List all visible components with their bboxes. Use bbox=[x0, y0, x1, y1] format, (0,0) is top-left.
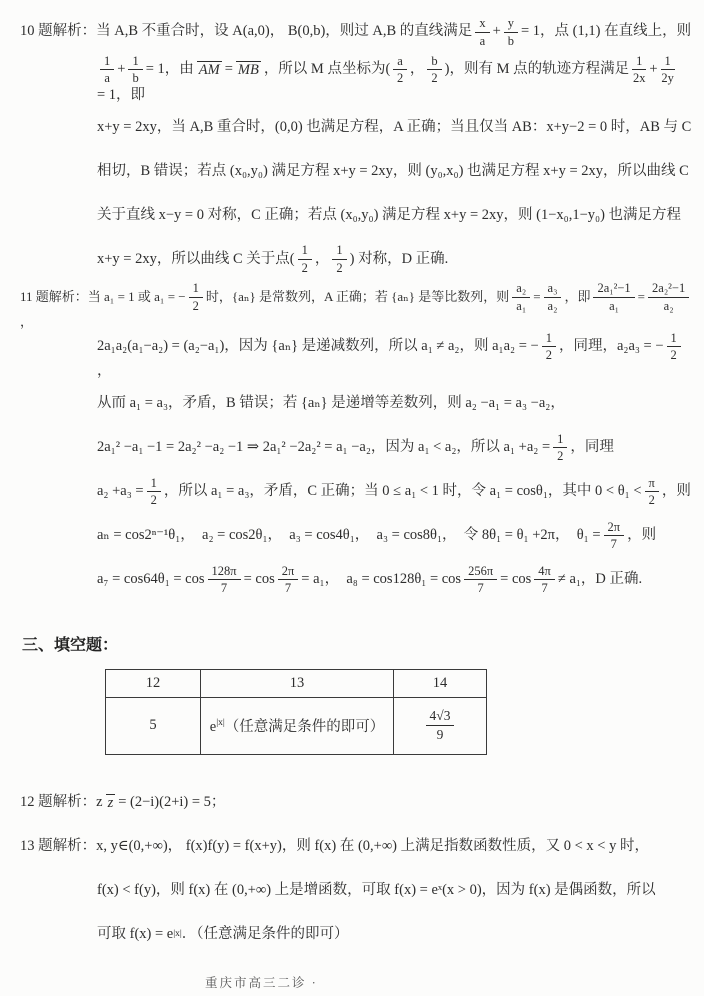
math-text: = cos bbox=[243, 571, 275, 588]
fraction-denominator: a bbox=[104, 71, 110, 86]
solution-11-line bbox=[97, 426, 696, 470]
fraction bbox=[504, 16, 518, 48]
answer-table-header-12: 12 bbox=[106, 669, 201, 697]
fraction-denominator: 2 bbox=[336, 260, 343, 275]
fraction-denominator: 2 bbox=[557, 449, 564, 464]
fraction-denominator: 2y bbox=[661, 71, 674, 86]
fraction-denominator: 7 bbox=[541, 581, 548, 596]
math-text: 可取 f(x) = e bbox=[97, 926, 174, 943]
fraction-denominator: 2 bbox=[192, 298, 199, 313]
math-text: 关于直线 x−y = 0 对称，C 正确；若点 (x₀,y₀) 满足方程 x+y = 2xy，则 (1−x₀,1−y₀) 也满足方程 bbox=[97, 206, 682, 223]
fraction-denominator: 7 bbox=[220, 581, 228, 596]
math-text: 12 题解析：z bbox=[20, 794, 103, 811]
fraction bbox=[208, 564, 241, 596]
math-text: ，所以 M 点坐标为( bbox=[263, 61, 391, 78]
fraction-denominator: 2 bbox=[301, 260, 308, 275]
fraction bbox=[298, 243, 312, 275]
fraction bbox=[128, 54, 142, 86]
solutions-top bbox=[20, 10, 696, 602]
section-fill-in-blanks-title: 三、填空题： bbox=[22, 636, 119, 654]
fraction-numerator: 256π bbox=[464, 564, 497, 580]
fraction-denominator: 2 bbox=[670, 347, 677, 362]
math-text: ，所以 a₁ = a₃，矛盾，C 正确；当 0 ≤ a₁ < 1 时，令 a₁ = cosθ₁，其中 0 < θ₁ < bbox=[163, 483, 642, 500]
solution-11-line bbox=[97, 514, 696, 558]
answer-q13-superscript: |x| bbox=[216, 718, 225, 729]
solution-10-line bbox=[20, 10, 696, 54]
fraction-numerator: 1 bbox=[332, 243, 346, 259]
fraction-numerator: 2a₁²−1 bbox=[593, 281, 634, 297]
math-text: ， bbox=[97, 363, 112, 380]
math-text: x+y = 2xy，所以曲线 C 关于点( bbox=[97, 250, 295, 267]
math-text: a₂ +a₃ = bbox=[97, 483, 144, 500]
fraction-denominator: 2 bbox=[431, 71, 438, 86]
math-text: ， bbox=[409, 61, 425, 78]
fraction bbox=[648, 281, 689, 313]
fraction-denominator: 2 bbox=[648, 493, 655, 508]
fraction-numerator: 1 bbox=[128, 54, 142, 70]
math-text: a₇ = cos64θ₁ = cos bbox=[97, 571, 205, 588]
fraction-numerator: π bbox=[645, 476, 659, 492]
math-text: ，即 bbox=[564, 289, 591, 305]
fraction-numerator: 2π bbox=[278, 564, 299, 580]
answer-table bbox=[105, 669, 487, 755]
math-text: 2a₁a₂(a₁−a₂) = (a₂−a₁)，因为 {aₙ} 是递减数列，所以 a₁ ≠ a₂，则 a₁a₂ = − bbox=[97, 337, 539, 354]
fraction-denominator: 2 bbox=[396, 71, 404, 86]
fraction bbox=[100, 54, 114, 86]
fraction-denominator: a₁ bbox=[516, 298, 527, 313]
answer-table-wrap bbox=[105, 669, 696, 755]
answer-q14-fraction bbox=[426, 708, 455, 743]
solution-10-line bbox=[97, 105, 696, 149]
fraction-numerator: 4π bbox=[534, 564, 555, 580]
fraction-denominator: 7 bbox=[284, 581, 292, 596]
math-text: ， bbox=[314, 250, 330, 267]
fraction bbox=[544, 281, 562, 313]
fraction-denominator: a bbox=[479, 33, 486, 48]
fraction bbox=[332, 243, 346, 275]
solution-11-line bbox=[97, 470, 696, 514]
math-text: ，则 bbox=[627, 527, 657, 544]
fraction bbox=[645, 476, 659, 508]
fraction bbox=[553, 432, 567, 464]
fraction-denominator: 2x bbox=[632, 71, 646, 86]
math-text: = a₁， a₈ = cos128θ₁ = cos bbox=[301, 571, 462, 588]
answer-q13-base: e bbox=[209, 719, 217, 736]
fraction bbox=[593, 281, 634, 313]
math-text: 从而 a₁ = a₃，矛盾，B 错误；若 {aₙ} 是递增等差数列，则 a₂ −a₁ = a₃ −a₂， bbox=[97, 395, 565, 412]
fraction-denominator: a₂ bbox=[663, 298, 674, 313]
fraction-numerator: 1 bbox=[189, 281, 203, 297]
math-text: + bbox=[649, 61, 658, 78]
math-text: = 1，即 bbox=[97, 86, 146, 103]
math-text: = bbox=[224, 61, 233, 78]
overline-math: z bbox=[107, 794, 114, 811]
fraction-numerator: 1 bbox=[100, 54, 114, 70]
math-text: 2a₁² −a₁ −1 = 2a₂² −a₂ −1 ⇒ 2a₁² −2a₂² = a₁ −a₂，因为 a₁ < a₂，所以 a₁ +a₂ = bbox=[97, 439, 551, 456]
answer-q12: 5 bbox=[106, 697, 201, 754]
solution-12-line bbox=[20, 781, 696, 825]
answer-table-header-13: 13 bbox=[201, 669, 394, 697]
fraction-numerator: a bbox=[393, 54, 407, 70]
fraction-numerator: a₃ bbox=[544, 281, 562, 297]
math-text: 时，{aₙ} 是常数列，A 正确；若 {aₙ} 是等比数列，则 bbox=[205, 289, 510, 305]
fraction-numerator: 2a₂²−1 bbox=[648, 281, 689, 297]
fraction-denominator: 2 bbox=[545, 347, 552, 362]
fraction bbox=[667, 331, 681, 363]
fraction bbox=[278, 564, 299, 596]
answer-q13-note: （任意满足条件的即可） bbox=[224, 719, 385, 736]
math-text: = (2−i)(2+i) = 5； bbox=[118, 794, 226, 811]
fraction-numerator: 128π bbox=[208, 564, 241, 580]
answer-q14-numerator: 4√3 bbox=[426, 708, 455, 726]
fraction-numerator: x bbox=[475, 16, 489, 32]
math-text: )，则有 M 点的轨迹方程满足 bbox=[444, 61, 630, 78]
solution-13-line bbox=[20, 825, 696, 869]
solution-11-line bbox=[97, 382, 696, 426]
overline-math: AM bbox=[198, 61, 220, 78]
overline-math: MB bbox=[237, 61, 259, 78]
solution-10-line bbox=[97, 237, 696, 281]
math-text: = bbox=[637, 289, 646, 305]
math-text: aₙ = cos2ⁿ⁻¹θ₁， a₂ = cos2θ₁， a₃ = cos4θ₁， a₃ = cos8θ₁， 令 8θ₁ = θ₁ +2π， θ₁ = bbox=[97, 527, 601, 544]
math-text: 相切，B 错误；若点 (x₀,y₀) 满足方程 x+y = 2xy，则 (y₀,x₀) 也满足方程 x+y = 2xy，所以曲线 C bbox=[97, 162, 689, 179]
fraction bbox=[393, 54, 407, 86]
solution-13-line bbox=[97, 869, 696, 913]
math-text: + bbox=[492, 23, 501, 40]
solution-11-line bbox=[97, 558, 696, 602]
math-text: ，同理，a₂a₃ = − bbox=[558, 337, 664, 354]
math-text: ，同理 bbox=[570, 439, 614, 456]
solution-13-line bbox=[97, 913, 696, 957]
solution-11-line bbox=[97, 331, 696, 382]
page-footer: 重庆市高三二诊 · bbox=[205, 975, 318, 990]
answer-table-value-row bbox=[106, 697, 487, 754]
fraction bbox=[604, 520, 625, 552]
solution-10-line bbox=[97, 149, 696, 193]
superscript: |x| bbox=[173, 929, 182, 940]
fraction-numerator: 1 bbox=[632, 54, 646, 70]
fraction bbox=[661, 54, 675, 86]
solutions-bottom bbox=[20, 781, 696, 957]
solution-10-line bbox=[97, 54, 696, 105]
answer-table-header-14: 14 bbox=[394, 669, 487, 697]
fraction-numerator: 1 bbox=[667, 331, 681, 347]
fraction-numerator: a₂ bbox=[512, 281, 530, 297]
fraction-numerator: 1 bbox=[298, 243, 312, 259]
solution-10-line bbox=[97, 193, 696, 237]
fraction bbox=[542, 331, 556, 363]
math-text: ， bbox=[20, 314, 34, 330]
math-text: ，则 bbox=[661, 483, 691, 500]
math-text: = bbox=[533, 289, 541, 305]
fraction-numerator: b bbox=[427, 54, 441, 70]
answer-q14 bbox=[394, 697, 487, 754]
fraction-numerator: 1 bbox=[542, 331, 556, 347]
fraction bbox=[464, 564, 497, 596]
fraction-denominator: a₂ bbox=[547, 298, 558, 313]
fraction-denominator: a₁ bbox=[609, 298, 620, 313]
math-text: ≠ a₁，D 正确. bbox=[557, 571, 643, 588]
fraction-denominator: b bbox=[507, 33, 514, 48]
fraction-denominator: 2 bbox=[150, 493, 157, 508]
math-text: f(x) < f(y)，则 f(x) 在 (0,+∞) 上是增函数，可取 f(x) = eˣ(x > 0)，因为 f(x) 是偶函数，所以 bbox=[97, 882, 656, 899]
fraction bbox=[147, 476, 161, 508]
answer-table-header-row bbox=[106, 669, 487, 697]
fraction-numerator: y bbox=[504, 16, 518, 32]
math-text: 10 题解析：当 A,B 不重合时，设 A(a,0)， B(0,b)，则过 A,B 的直线满足 bbox=[20, 23, 473, 40]
math-text: = cos bbox=[500, 571, 532, 588]
math-text: 11 题解析：当 a₁ = 1 或 a₁ = − bbox=[20, 289, 186, 305]
math-text: x+y = 2xy，当 A,B 重合时，(0,0) 也满足方程，A 正确；当且仅当 AB：x+y−2 = 0 时，AB 与 C bbox=[97, 118, 692, 135]
math-text: = 1，点 (1,1) 在直线上，则 bbox=[521, 23, 692, 40]
fraction bbox=[512, 281, 530, 313]
fraction bbox=[475, 16, 489, 48]
solution-11-line bbox=[20, 281, 696, 330]
fraction-denominator: 7 bbox=[610, 537, 617, 552]
math-text: ) 对称，D 正确. bbox=[349, 250, 449, 267]
math-text: + bbox=[117, 61, 126, 78]
fraction-numerator: 1 bbox=[147, 476, 161, 492]
fraction bbox=[189, 281, 203, 313]
fraction-denominator: 7 bbox=[477, 581, 484, 596]
answer-q14-denominator: 9 bbox=[436, 727, 444, 743]
fraction-denominator: b bbox=[132, 71, 139, 86]
answer-q13 bbox=[201, 697, 394, 754]
math-text: ．（任意满足条件的即可） bbox=[181, 926, 349, 943]
fraction bbox=[534, 564, 555, 596]
math-text: 13 题解析：x, y∈(0,+∞)， f(x)f(y) = f(x+y)，则 f(x) 在 (0,+∞) 上满足指数函数性质，又 0 < x < y 时， bbox=[20, 838, 649, 855]
fraction bbox=[427, 54, 441, 86]
fraction-numerator: 1 bbox=[553, 432, 567, 448]
fraction bbox=[632, 54, 646, 86]
fraction-numerator: 1 bbox=[661, 54, 675, 70]
fraction-numerator: 2π bbox=[604, 520, 625, 536]
math-text: = 1，由 bbox=[145, 61, 194, 78]
